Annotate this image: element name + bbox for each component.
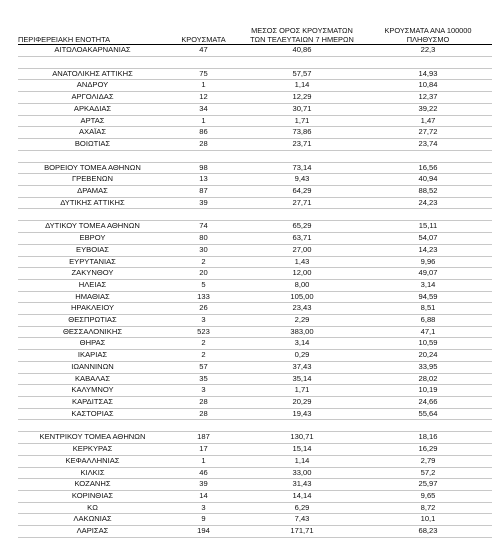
table-row [18,186,492,198]
avg-cell: 23,71 [240,138,364,150]
table-row [18,408,492,420]
table-row [18,174,492,186]
cases-cell: 9 [167,514,240,526]
region-cell: ΛΑΚΩΝΙΑΣ [18,514,167,526]
cases-cell: 46 [167,467,240,479]
cases-cell: 39 [167,197,240,209]
per100k-cell: 12,37 [364,92,492,104]
region-cell: ΗΛΕΙΑΣ [18,279,167,291]
avg-cell: 1,71 [240,115,364,127]
avg-cell: 19,43 [240,408,364,420]
cases-cell: 14 [167,490,240,502]
region-cell: ΘΗΡΑΣ [18,338,167,350]
group-spacer [18,420,492,432]
avg-cell: 130,71 [240,432,364,444]
avg-cell: 73,14 [240,162,364,174]
region-cell: ΒΟΙΩΤΙΑΣ [18,138,167,150]
header-per100k-line2: ΠΛΗΘΥΣΜΟ [406,35,450,44]
table-row [18,326,492,338]
region-cell: ΕΒΡΟΥ [18,233,167,245]
cases-table [18,18,492,538]
per100k-cell: 15,11 [364,221,492,233]
per100k-cell: 8,72 [364,502,492,514]
table-row [18,361,492,373]
avg-cell: 0,29 [240,350,364,362]
per100k-cell: 27,72 [364,127,492,139]
table-row [18,385,492,397]
per100k-cell: 9,96 [364,256,492,268]
region-cell: ΕΥΡΥΤΑΝΙΑΣ [18,256,167,268]
region-cell: ΔΥΤΙΚΟΥ ΤΟΜΕΑ ΑΘΗΝΩΝ [18,221,167,233]
avg-cell: 37,43 [240,361,364,373]
cases-cell: 187 [167,432,240,444]
per100k-cell: 24,66 [364,396,492,408]
cases-cell: 2 [167,338,240,350]
spacer-cell [18,209,492,221]
table-body [18,45,492,538]
cases-cell: 2 [167,350,240,362]
header-per100k-line1: ΚΡΟΥΣΜΑΤΑ ΑΝΑ 100000 [384,26,472,35]
region-cell: ΒΟΡΕΙΟΥ ΤΟΜΕΑ ΑΘΗΝΩΝ [18,162,167,174]
per100k-cell: 20,24 [364,350,492,362]
per100k-cell: 23,74 [364,138,492,150]
table-row [18,396,492,408]
header-avg-line1: ΜΕΣΟΣ ΟΡΟΣ ΚΡΟΥΣΜΑΤΩΝ [251,26,353,35]
cases-cell: 20 [167,268,240,280]
region-cell: ΚΕΝΤΡΙΚΟΥ ΤΟΜΕΑ ΑΘΗΝΩΝ [18,432,167,444]
per100k-cell: 14,93 [364,68,492,80]
per100k-cell: 40,94 [364,174,492,186]
cases-cell: 12 [167,92,240,104]
per100k-cell: 8,51 [364,303,492,315]
cases-cell: 57 [167,361,240,373]
spacer-cell [18,420,492,432]
per100k-cell: 10,1 [364,514,492,526]
per100k-cell: 94,59 [364,291,492,303]
per100k-cell: 47,1 [364,326,492,338]
region-cell: ΓΡΕΒΕΝΩΝ [18,174,167,186]
avg-cell: 1,14 [240,80,364,92]
table-row [18,514,492,526]
per100k-cell: 16,29 [364,444,492,456]
region-cell: ΚΑΛΥΜΝΟΥ [18,385,167,397]
group-spacer [18,56,492,68]
table-row [18,350,492,362]
avg-cell: 2,29 [240,315,364,327]
avg-cell: 14,14 [240,490,364,502]
region-cell: ΘΕΣΠΡΩΤΙΑΣ [18,315,167,327]
avg-cell: 15,14 [240,444,364,456]
per100k-cell: 54,07 [364,233,492,245]
avg-cell: 3,14 [240,338,364,350]
table-row [18,80,492,92]
cases-cell: 17 [167,444,240,456]
table-row [18,315,492,327]
cases-cell: 28 [167,138,240,150]
cases-cell: 74 [167,221,240,233]
avg-cell: 57,57 [240,68,364,80]
per100k-cell: 28,02 [364,373,492,385]
per100k-cell: 22,3 [364,45,492,57]
cases-cell: 35 [167,373,240,385]
cases-cell: 1 [167,455,240,467]
cases-cell: 3 [167,315,240,327]
table-row [18,526,492,538]
avg-cell: 20,29 [240,396,364,408]
cases-cell: 39 [167,479,240,491]
region-cell: ΙΩΑΝΝΙΝΩΝ [18,361,167,373]
region-cell: ΚΙΛΚΙΣ [18,467,167,479]
region-cell: ΖΑΚΥΝΘΟΥ [18,268,167,280]
cases-cell: 28 [167,408,240,420]
table-row [18,92,492,104]
region-cell: ΚΑΒΑΛΑΣ [18,373,167,385]
region-cell: ΑΧΑΪΑΣ [18,127,167,139]
avg-cell: 27,00 [240,244,364,256]
avg-cell: 1,71 [240,385,364,397]
cases-cell: 98 [167,162,240,174]
region-cell: ΚΟΡΙΝΘΙΑΣ [18,490,167,502]
cases-cell: 28 [167,396,240,408]
cases-cell: 34 [167,103,240,115]
cases-cell: 2 [167,256,240,268]
avg-cell: 27,71 [240,197,364,209]
per100k-cell: 18,16 [364,432,492,444]
avg-cell: 6,29 [240,502,364,514]
table-row [18,45,492,57]
avg-cell: 63,71 [240,233,364,245]
table-row [18,291,492,303]
region-cell: ΑΝΔΡΟΥ [18,80,167,92]
per100k-cell: 39,22 [364,103,492,115]
region-cell: ΚΩ [18,502,167,514]
per100k-cell: 3,14 [364,279,492,291]
per100k-cell: 55,64 [364,408,492,420]
table-row [18,303,492,315]
table-row [18,68,492,80]
table-row [18,455,492,467]
per100k-cell: 24,23 [364,197,492,209]
table-row [18,127,492,139]
region-cell: ΑΡΤΑΣ [18,115,167,127]
region-cell: ΙΚΑΡΙΑΣ [18,350,167,362]
region-cell: ΚΕΦΑΛΛΗΝΙΑΣ [18,455,167,467]
avg-cell: 1,43 [240,256,364,268]
per100k-cell: 57,2 [364,467,492,479]
table-row [18,444,492,456]
table-row [18,115,492,127]
table-row [18,256,492,268]
table-row [18,244,492,256]
per100k-cell: 10,59 [364,338,492,350]
region-cell: ΑΡΚΑΔΙΑΣ [18,103,167,115]
table-row [18,138,492,150]
per100k-cell: 10,84 [364,80,492,92]
region-cell: ΚΕΡΚΥΡΑΣ [18,444,167,456]
header-avg-line2: ΤΩΝ ΤΕΛΕΥΤΑΙΩΝ 7 ΗΜΕΡΩΝ [250,35,354,44]
header-avg [240,18,364,45]
table-row [18,221,492,233]
table-row [18,373,492,385]
avg-cell: 73,86 [240,127,364,139]
region-cell: ΚΑΣΤΟΡΙΑΣ [18,408,167,420]
cases-cell: 86 [167,127,240,139]
per100k-cell: 88,52 [364,186,492,198]
region-cell: ΔΡΑΜΑΣ [18,186,167,198]
cases-cell: 3 [167,385,240,397]
cases-cell: 87 [167,186,240,198]
avg-cell: 35,14 [240,373,364,385]
avg-cell: 40,86 [240,45,364,57]
avg-cell: 23,43 [240,303,364,315]
per100k-cell: 1,47 [364,115,492,127]
avg-cell: 12,29 [240,92,364,104]
avg-cell: 7,43 [240,514,364,526]
cases-cell: 194 [167,526,240,538]
cases-cell: 75 [167,68,240,80]
avg-cell: 8,00 [240,279,364,291]
header-region: ΠΕΡΙΦΕΡΕΙΑΚΗ ΕΝΟΤΗΤΑ [18,35,110,44]
cases-cell: 30 [167,244,240,256]
table-row [18,279,492,291]
cases-cell: 47 [167,45,240,57]
avg-cell: 30,71 [240,103,364,115]
cases-cell: 133 [167,291,240,303]
cases-cell: 1 [167,115,240,127]
region-cell: ΑΡΓΟΛΙΔΑΣ [18,92,167,104]
table-row [18,338,492,350]
avg-cell: 1,14 [240,455,364,467]
cases-cell: 13 [167,174,240,186]
cases-cell: 3 [167,502,240,514]
region-cell: ΑΝΑΤΟΛΙΚΗΣ ΑΤΤΙΚΗΣ [18,68,167,80]
region-cell: ΘΕΣΣΑΛΟΝΙΚΗΣ [18,326,167,338]
table-row [18,162,492,174]
table-row [18,233,492,245]
avg-cell: 105,00 [240,291,364,303]
per100k-cell: 10,19 [364,385,492,397]
cases-cell: 5 [167,279,240,291]
table-row [18,467,492,479]
avg-cell: 9,43 [240,174,364,186]
avg-cell: 31,43 [240,479,364,491]
cases-cell: 1 [167,80,240,92]
per100k-cell: 6,88 [364,315,492,327]
group-spacer [18,150,492,162]
region-cell: ΕΥΒΟΙΑΣ [18,244,167,256]
cases-cell: 523 [167,326,240,338]
table-row [18,479,492,491]
per100k-cell: 16,56 [364,162,492,174]
group-spacer [18,209,492,221]
per100k-cell: 9,65 [364,490,492,502]
header-per100k [364,18,492,45]
per100k-cell: 33,95 [364,361,492,373]
per100k-cell: 25,97 [364,479,492,491]
avg-cell: 65,29 [240,221,364,233]
table-header [18,18,492,45]
region-cell: ΑΙΤΩΛΟΑΚΑΡΝΑΝΙΑΣ [18,45,167,57]
cases-cell: 80 [167,233,240,245]
region-cell: ΛΑΡΙΣΑΣ [18,526,167,538]
table-row [18,197,492,209]
region-cell: ΗΡΑΚΛΕΙΟΥ [18,303,167,315]
avg-cell: 171,71 [240,526,364,538]
region-cell: ΚΟΖΑΝΗΣ [18,479,167,491]
table-row [18,502,492,514]
per100k-cell: 68,23 [364,526,492,538]
table-row [18,103,492,115]
table-row [18,432,492,444]
avg-cell: 64,29 [240,186,364,198]
region-cell: ΗΜΑΘΙΑΣ [18,291,167,303]
table-row [18,490,492,502]
per100k-cell: 2,79 [364,455,492,467]
region-cell: ΔΥΤΙΚΗΣ ΑΤΤΙΚΗΣ [18,197,167,209]
table-row [18,268,492,280]
header-cases: ΚΡΟΥΣΜΑΤΑ [181,35,226,44]
spacer-cell [18,150,492,162]
region-cell: ΚΑΡΔΙΤΣΑΣ [18,396,167,408]
avg-cell: 33,00 [240,467,364,479]
spacer-cell [18,56,492,68]
avg-cell: 383,00 [240,326,364,338]
avg-cell: 12,00 [240,268,364,280]
per100k-cell: 49,07 [364,268,492,280]
per100k-cell: 14,23 [364,244,492,256]
cases-cell: 26 [167,303,240,315]
